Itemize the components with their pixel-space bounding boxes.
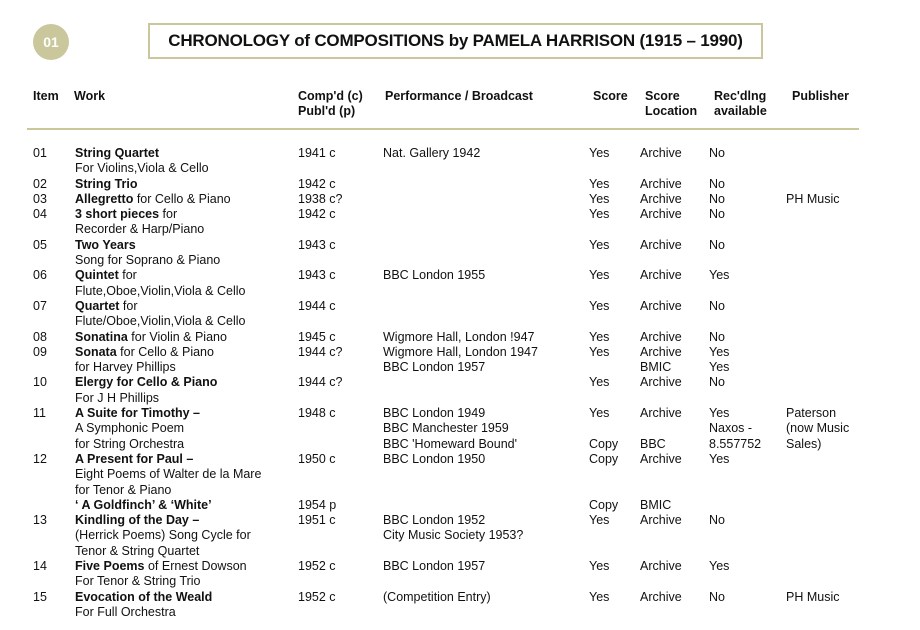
recording-available-line: No <box>709 207 725 222</box>
table-row <box>0 268 920 299</box>
work-name: String Quartet <box>75 146 160 160</box>
work-line <box>75 590 212 605</box>
performance-line: BBC London 1955 <box>383 268 486 283</box>
publisher-line: PH Music <box>786 191 840 206</box>
work-detail: for <box>159 207 178 222</box>
composed-date-line: 1945 c <box>298 329 336 344</box>
performance-line: Wigmore Hall, London 1947 <box>383 344 538 359</box>
score-line: Copy <box>589 436 619 451</box>
work-line <box>75 574 247 589</box>
recording-available-line: 8.557752 <box>709 436 762 451</box>
score-location <box>640 330 682 345</box>
table-row <box>0 330 920 345</box>
work-title <box>75 146 209 177</box>
item-number: 07 <box>33 298 47 313</box>
composed-date-line: 1941 c <box>298 146 336 160</box>
score-line: Copy <box>589 451 619 466</box>
work-line <box>75 177 138 192</box>
score-location-line: Archive <box>640 176 682 191</box>
score-location <box>640 268 682 283</box>
recording-available-line: Yes <box>709 451 730 466</box>
score-location <box>640 406 682 452</box>
work-detail: for Cello & Piano <box>116 344 214 359</box>
item-number: 14 <box>33 559 47 574</box>
performance-line: BBC 'Homeward Bound' <box>383 436 518 451</box>
score <box>589 452 618 513</box>
work-title <box>75 559 247 590</box>
work-name: 3 short pieces <box>75 207 160 222</box>
item-number: 05 <box>33 237 47 252</box>
work-name: Quintet <box>75 268 119 283</box>
recording-available-line: No <box>709 329 725 344</box>
recording-available-line: No <box>709 146 725 160</box>
work-line <box>75 146 209 161</box>
work-name: A Suite for Timothy – <box>75 406 201 421</box>
item-number: 09 <box>33 344 47 359</box>
table-row <box>0 238 920 269</box>
work-line <box>75 437 200 452</box>
work-line <box>75 483 261 498</box>
composed-date-line: 1943 c <box>298 268 336 283</box>
recording-available <box>709 177 725 192</box>
header-publisher: Publisher <box>792 89 849 103</box>
table-row <box>0 406 920 452</box>
header-location-line2: Location <box>645 104 698 119</box>
table-row <box>0 513 920 559</box>
work-name: A Present for Paul – <box>75 451 194 466</box>
header-item: Item <box>33 89 59 103</box>
work-title <box>75 238 220 269</box>
work-detail: for String Orchestra <box>75 436 185 451</box>
work-title <box>75 590 212 621</box>
work-title <box>75 268 245 299</box>
item-number: 11 <box>33 406 46 421</box>
work-line <box>75 544 251 559</box>
recording-available-line: Yes <box>709 344 730 359</box>
item-number: 03 <box>33 191 47 206</box>
work-line <box>75 345 214 360</box>
work-name: Evocation of the Weald <box>75 589 213 604</box>
score-location-line: Archive <box>640 191 682 206</box>
compositions-table <box>0 146 920 620</box>
header-score: Score <box>593 89 628 103</box>
performance-line: BBC London 1952 <box>383 513 486 528</box>
performance <box>383 146 480 161</box>
score-line: Yes <box>589 344 610 359</box>
score-location-line: Archive <box>640 375 682 390</box>
composed-date-line: 1952 c <box>298 589 336 604</box>
work-detail: For Full Orchestra <box>75 604 176 619</box>
work-title <box>75 330 227 345</box>
recording-available <box>709 513 725 528</box>
composed-date-line: 1954 p <box>298 497 337 512</box>
header-score-location <box>645 89 697 120</box>
performance <box>383 513 523 544</box>
work-detail: Recorder & Harp/Piano <box>75 222 205 237</box>
score-location <box>640 238 682 253</box>
work-detail: For Tenor & String Trio <box>75 574 201 589</box>
work-title <box>75 513 251 559</box>
performance <box>383 345 538 376</box>
score <box>589 207 609 222</box>
work-name: Five Poems <box>75 559 145 574</box>
work-line <box>75 605 212 620</box>
recording-available-line: No <box>709 191 725 206</box>
composed-date <box>298 192 342 207</box>
score-location <box>640 452 682 513</box>
score-line: Yes <box>589 589 610 604</box>
score-line <box>589 421 618 436</box>
table-row <box>0 146 920 177</box>
work-line <box>75 360 214 375</box>
score-location-line: BMIC <box>640 497 672 512</box>
work-line <box>75 498 261 513</box>
work-detail: For J H Phillips <box>75 390 160 405</box>
work-line <box>75 299 245 314</box>
score-location <box>640 513 682 528</box>
item-number: 12 <box>33 451 47 466</box>
performance <box>383 590 491 605</box>
table-row <box>0 192 920 207</box>
item-number: 08 <box>33 329 47 344</box>
score-location-line: Archive <box>640 559 682 574</box>
work-detail: for <box>119 298 138 313</box>
score-location-line: Archive <box>640 329 682 344</box>
score <box>589 299 609 314</box>
score-location <box>640 590 682 605</box>
score-location-line: Archive <box>640 513 682 528</box>
work-name: Kindling of the Day – <box>75 513 200 528</box>
performance-line: BBC Manchester 1959 <box>383 421 509 436</box>
page-number-badge: 01 <box>33 24 69 60</box>
work-line <box>75 268 245 283</box>
page-title: CHRONOLOGY of COMPOSITIONS by PAMELA HARRISON (1915 – 1990) <box>148 23 763 59</box>
score-location-line: BBC <box>640 436 666 451</box>
table-row <box>0 559 920 590</box>
item-number: 01 <box>33 146 47 160</box>
work-line <box>75 192 231 207</box>
recording-available-line: Yes <box>709 360 730 375</box>
score-location <box>640 345 682 376</box>
work-title <box>75 177 138 192</box>
composed-date <box>298 590 336 605</box>
work-line <box>75 238 220 253</box>
recording-available <box>709 268 729 283</box>
work-title <box>75 406 200 452</box>
score-location-line <box>640 421 682 436</box>
work-name: Sonata <box>75 344 117 359</box>
performance <box>383 330 534 345</box>
score <box>589 192 609 207</box>
recording-available-line: No <box>709 375 725 390</box>
composed-date-line: 1944 c? <box>298 344 343 359</box>
composed-date-line: 1950 c <box>298 451 336 466</box>
work-title <box>75 207 204 238</box>
composed-date <box>298 299 336 314</box>
recording-available <box>709 238 725 253</box>
item-number: 04 <box>33 207 47 222</box>
table-row <box>0 375 920 406</box>
work-detail: Flute/Oboe,Violin,Viola & Cello <box>75 314 246 329</box>
recording-available <box>709 207 725 222</box>
score <box>589 375 609 390</box>
work-detail: for Tenor & Piano <box>75 482 172 497</box>
work-name: Elergy for Cello & Piano <box>75 375 218 390</box>
performance-line: (Competition Entry) <box>383 589 491 604</box>
score <box>589 238 609 253</box>
recording-available <box>709 299 725 314</box>
work-name: Quartet <box>75 298 120 313</box>
composed-date <box>298 513 336 528</box>
work-line <box>75 452 261 467</box>
score-location-line: Archive <box>640 268 682 283</box>
recording-available-line: Yes <box>709 406 730 421</box>
header-composed <box>298 89 363 120</box>
work-detail: for Violin & Piano <box>127 329 227 344</box>
work-detail: for <box>118 268 137 283</box>
score-line: Yes <box>589 513 610 528</box>
recording-available <box>709 452 729 467</box>
work-line <box>75 559 247 574</box>
score-location <box>640 146 682 161</box>
publisher-line: PH Music <box>786 589 840 604</box>
score-location <box>640 207 682 222</box>
score-line: Yes <box>589 298 610 313</box>
composed-date-line <box>298 467 336 482</box>
score-line: Yes <box>589 329 610 344</box>
work-line <box>75 314 245 329</box>
composed-date <box>298 345 342 360</box>
work-detail: Song for Soprano & Piano <box>75 253 221 268</box>
work-line <box>75 391 217 406</box>
publisher-line: (now Music <box>786 421 850 436</box>
score-line: Yes <box>589 237 610 252</box>
work-name: Two Years <box>75 237 136 252</box>
score-location-line: Archive <box>640 406 682 421</box>
score-line: Yes <box>589 176 610 191</box>
header-composed-line2: Publ'd (p) <box>298 104 356 119</box>
performance <box>383 268 485 283</box>
score-location-line: Archive <box>640 344 682 359</box>
header-recording-line2: available <box>714 104 767 119</box>
performance-line: BBC London 1950 <box>383 451 486 466</box>
publisher <box>786 590 839 605</box>
composed-date <box>298 238 336 253</box>
score <box>589 559 609 574</box>
table-row <box>0 590 920 621</box>
publisher <box>786 192 839 207</box>
table-row <box>0 299 920 330</box>
score-location-line <box>640 483 682 498</box>
publisher <box>786 406 849 452</box>
performance <box>383 452 485 467</box>
publisher-line: Paterson <box>786 406 837 421</box>
work-detail: Flute,Oboe,Violin,Viola & Cello <box>75 283 246 298</box>
recording-available-line: Yes <box>709 268 730 283</box>
table-row <box>0 452 920 513</box>
recording-available <box>709 559 729 574</box>
performance-line: BBC London 1949 <box>383 406 486 421</box>
work-line <box>75 284 245 299</box>
composed-date <box>298 406 336 421</box>
composed-date-line: 1942 c <box>298 207 336 222</box>
header-location-line1: Score <box>645 89 680 103</box>
score-location <box>640 299 682 314</box>
composed-date <box>298 268 336 283</box>
score-location-line: Archive <box>640 589 682 604</box>
composed-date <box>298 207 336 222</box>
score-line <box>589 483 618 498</box>
work-detail: for Harvey Phillips <box>75 360 176 375</box>
header-recording-line1: Rec'dlng <box>714 89 767 103</box>
header-recording <box>714 89 767 120</box>
work-name: Sonatina <box>75 329 128 344</box>
recording-available <box>709 406 761 452</box>
work-title <box>75 375 217 406</box>
composed-date-line: 1952 c <box>298 559 336 574</box>
work-line <box>75 406 200 421</box>
score-location-line: Archive <box>640 237 682 252</box>
composed-date <box>298 177 336 192</box>
composed-date-line: 1942 c <box>298 176 336 191</box>
composed-date-line: 1944 c? <box>298 375 343 390</box>
score-line: Yes <box>589 207 610 222</box>
score-location-line: BMIC <box>640 360 672 375</box>
header-composed-line1: Comp'd (c) <box>298 89 363 103</box>
work-name: ‘ A Goldfinch’ & ‘White’ <box>75 497 212 512</box>
performance <box>383 559 485 574</box>
work-line <box>75 161 209 176</box>
work-detail: of Ernest Dowson <box>144 559 247 574</box>
score-line: Yes <box>589 375 610 390</box>
recording-available-line: Naxos - <box>709 421 753 436</box>
score <box>589 590 609 605</box>
composed-date <box>298 375 342 390</box>
score-location <box>640 375 682 390</box>
recording-available <box>709 590 725 605</box>
score <box>589 513 609 528</box>
work-line <box>75 467 261 482</box>
work-line <box>75 207 204 222</box>
score <box>589 177 609 192</box>
recording-available <box>709 192 725 207</box>
item-number: 02 <box>33 176 47 191</box>
score-line: Yes <box>589 406 610 421</box>
work-line <box>75 421 200 436</box>
score-location <box>640 192 682 207</box>
work-line <box>75 528 251 543</box>
recording-available <box>709 345 729 376</box>
table-row <box>0 345 920 376</box>
table-row <box>0 177 920 192</box>
work-line <box>75 253 220 268</box>
performance-line: BBC London 1957 <box>383 559 486 574</box>
score-location <box>640 177 682 192</box>
work-detail: Eight Poems of Walter de la Mare <box>75 467 262 482</box>
composed-date-line <box>298 483 336 498</box>
score-line: Yes <box>589 146 610 160</box>
header-performance: Performance / Broadcast <box>385 89 533 103</box>
work-name: String Trio <box>75 176 138 191</box>
item-number: 06 <box>33 268 47 283</box>
work-detail: A Symphonic Poem <box>75 421 185 436</box>
composed-date <box>298 146 336 161</box>
work-detail: Tenor & String Quartet <box>75 543 200 558</box>
composed-date <box>298 559 336 574</box>
item-number: 13 <box>33 513 47 528</box>
recording-available <box>709 146 725 161</box>
composed-date <box>298 452 336 513</box>
score-line: Yes <box>589 191 610 206</box>
score-location-line: Archive <box>640 146 682 160</box>
score <box>589 268 609 283</box>
work-line <box>75 330 227 345</box>
work-detail: (Herrick Poems) Song Cycle for <box>75 528 251 543</box>
header-work: Work <box>74 89 106 103</box>
recording-available-line: Yes <box>709 559 730 574</box>
score-location-line: Archive <box>640 207 682 222</box>
score <box>589 345 609 360</box>
score-line <box>589 467 618 482</box>
recording-available-line: No <box>709 237 725 252</box>
recording-available-line: No <box>709 176 725 191</box>
score-location-line: Archive <box>640 298 682 313</box>
item-number: 15 <box>33 589 47 604</box>
work-name: Allegretto <box>75 191 134 206</box>
work-detail: For Violins,Viola & Cello <box>75 161 209 176</box>
work-line <box>75 222 204 237</box>
score-location-line <box>640 467 682 482</box>
publisher-line: Sales) <box>786 436 822 451</box>
score-line: Yes <box>589 559 610 574</box>
score <box>589 146 609 161</box>
work-title <box>75 452 261 513</box>
work-title <box>75 299 245 330</box>
work-line <box>75 375 217 390</box>
score-location-line: Archive <box>640 451 682 466</box>
composed-date-line: 1944 c <box>298 298 336 313</box>
recording-available <box>709 330 725 345</box>
composed-date-line: 1948 c <box>298 406 336 421</box>
recording-available-line: No <box>709 513 725 528</box>
score-location <box>640 559 682 574</box>
score <box>589 330 609 345</box>
recording-available <box>709 375 725 390</box>
work-title <box>75 345 214 376</box>
performance-line: BBC London 1957 <box>383 360 486 375</box>
performance <box>383 406 517 452</box>
performance-line: City Music Society 1953? <box>383 528 524 543</box>
item-number: 10 <box>33 375 47 390</box>
score-line: Yes <box>589 268 610 283</box>
composed-date-line: 1943 c <box>298 237 336 252</box>
performance-line: Nat. Gallery 1942 <box>383 146 481 160</box>
work-title <box>75 192 231 207</box>
work-line <box>75 513 251 528</box>
recording-available-line: No <box>709 589 725 604</box>
composed-date <box>298 330 336 345</box>
table-row <box>0 207 920 238</box>
score-line: Copy <box>589 497 619 512</box>
composed-date-line: 1951 c <box>298 513 336 528</box>
performance-line: Wigmore Hall, London !947 <box>383 329 535 344</box>
work-detail: for Cello & Piano <box>133 191 231 206</box>
score <box>589 406 618 452</box>
recording-available-line: No <box>709 298 725 313</box>
header-divider <box>27 128 859 130</box>
composed-date-line: 1938 c? <box>298 191 343 206</box>
